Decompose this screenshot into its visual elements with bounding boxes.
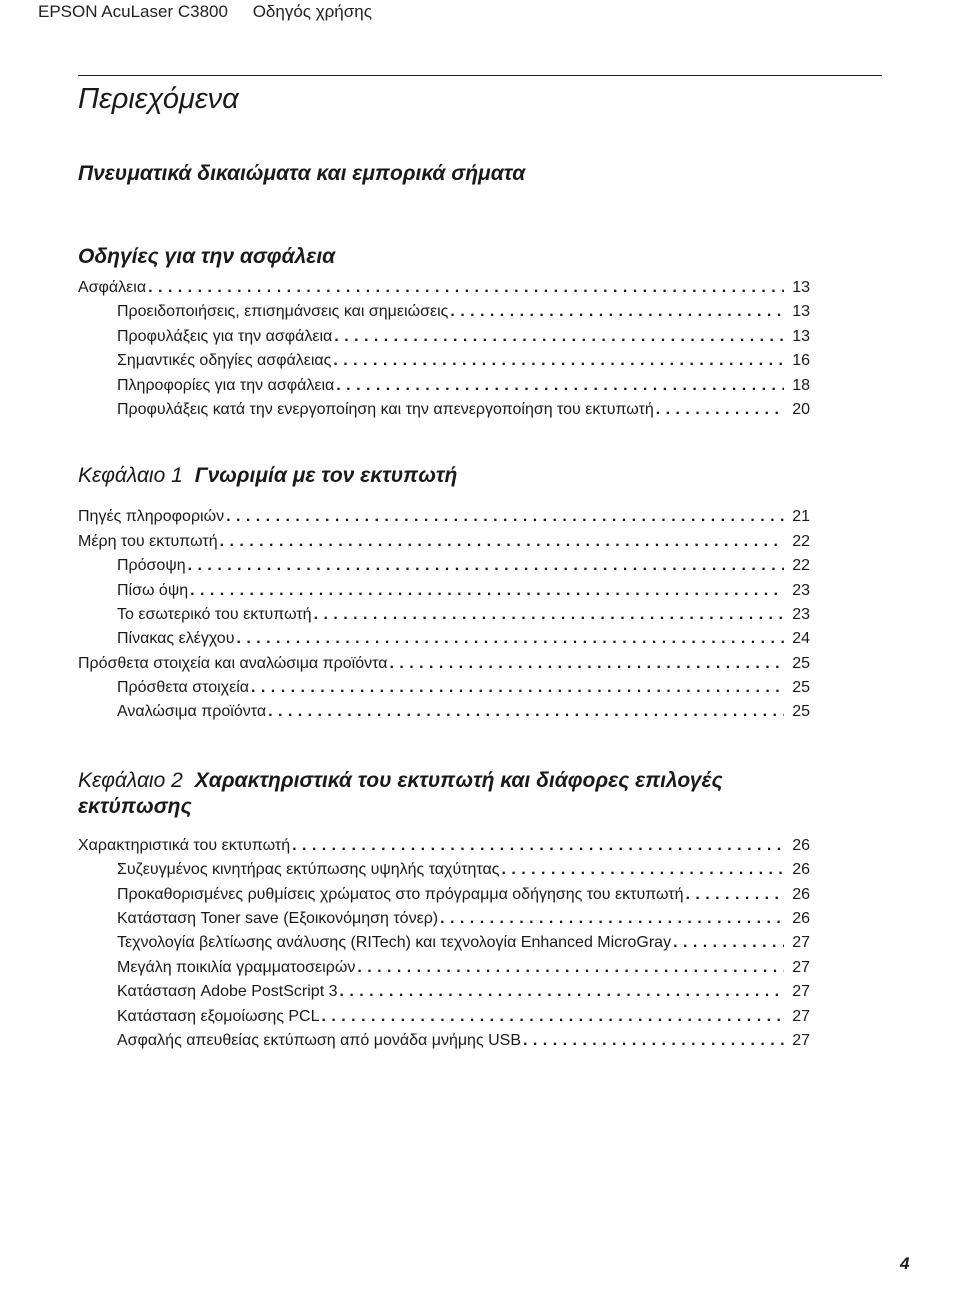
toc-entry[interactable] — [78, 505, 810, 529]
toc-page-number: 27 — [792, 1031, 810, 1049]
chapter-label: Κεφάλαιο 1 — [78, 464, 183, 488]
product-name: EPSON AcuLaser C3800 — [38, 2, 228, 21]
toc-entry[interactable] — [78, 1005, 810, 1029]
toc-entry[interactable] — [78, 931, 810, 955]
toc-dot-leader — [188, 554, 784, 578]
toc-section-safety — [78, 244, 810, 422]
toc-page-number: 13 — [792, 279, 810, 296]
toc-entry-title: Τεχνολογία βελτίωσης ανάλυσης (RITech) και τεχνολογία Enhanced MicroGray — [117, 934, 672, 952]
page-number: 4 — [900, 1254, 910, 1273]
toc-section-chapter-2 — [78, 768, 810, 1054]
toc-dot-leader — [292, 834, 784, 858]
toc-page-number: 26 — [792, 836, 810, 854]
toc-entry-title: Ασφάλεια — [78, 279, 147, 296]
chapter-title: Χαρακτηριστικά του εκτυπωτή και διάφορες επιλογές εκτύπωσης — [78, 768, 723, 818]
toc-section-trademarks — [78, 161, 810, 187]
toc-entry-title: Κατάσταση Toner save (Εξοικονόμηση τόνερ) — [117, 910, 439, 928]
toc-entry[interactable] — [78, 374, 810, 398]
toc-content — [78, 78, 810, 1053]
toc-entry[interactable] — [78, 980, 810, 1004]
toc-entry[interactable] — [78, 276, 810, 300]
toc-entry-title: Πρόσθετα στοιχεία — [117, 679, 250, 697]
toc-entry[interactable] — [78, 700, 810, 724]
toc-page-number: 26 — [792, 861, 810, 879]
toc-entry[interactable] — [78, 325, 810, 349]
toc-dot-leader — [220, 530, 784, 554]
toc-page-number: 22 — [792, 532, 810, 550]
toc-entry-title: Πίσω όψη — [117, 581, 189, 599]
toc-entry-title: Μέρη του εκτυπωτή — [78, 532, 218, 550]
toc-entry-title: Πρόσοψη — [117, 557, 186, 575]
toc-page-number: 22 — [792, 557, 810, 575]
toc-entry[interactable] — [78, 627, 810, 651]
top-rule — [78, 75, 882, 76]
toc-list — [78, 834, 810, 1054]
toc-dot-leader — [226, 505, 784, 529]
toc-page-number: 25 — [792, 703, 810, 721]
toc-entry[interactable] — [78, 530, 810, 554]
chapter-heading — [78, 463, 810, 489]
toc-page-number: 13 — [792, 303, 810, 321]
toc-entry-title: Προκαθορισμένες ρυθμίσεις χρώματος στο πρόγραμμα οδήγησης του εκτυπωτή — [117, 885, 684, 903]
toc-entry-title: Πίνακας ελέγχου — [117, 630, 235, 648]
toc-entry-title: Προειδοποιήσεις, επισημάνσεις και σημειώσεις — [117, 303, 449, 321]
toc-entry[interactable] — [78, 676, 810, 700]
toc-entry-title: Συζευγμένος κινητήρας εκτύπωσης υψηλής ταχύτητας — [117, 861, 500, 879]
toc-dot-leader — [673, 931, 784, 955]
toc-entry[interactable] — [78, 603, 810, 627]
toc-dot-leader — [336, 374, 784, 398]
toc-entry[interactable] — [78, 349, 810, 373]
running-header — [38, 2, 372, 22]
toc-dot-leader — [148, 276, 784, 300]
toc-entry-title: Κατάσταση εξομοίωσης PCL — [117, 1007, 320, 1025]
toc-dot-leader — [685, 883, 784, 907]
toc-page-number: 20 — [792, 400, 810, 418]
toc-entry-title: Σημαντικές οδηγίες ασφάλειας — [117, 352, 332, 370]
toc-entry[interactable] — [78, 883, 810, 907]
toc-entry-title: Μεγάλη ποικιλία γραμματοσειρών — [117, 958, 356, 976]
toc-page-number: 18 — [792, 376, 810, 394]
toc-entry[interactable] — [78, 1029, 810, 1053]
toc-dot-leader — [501, 858, 784, 882]
toc-page-number: 16 — [792, 352, 810, 370]
toc-dot-leader — [334, 325, 784, 349]
toc-entry[interactable] — [78, 652, 810, 676]
toc-entry[interactable] — [78, 834, 810, 858]
toc-entry-title: Πηγές πληροφοριών — [78, 508, 225, 526]
toc-section-chapter-1 — [78, 463, 810, 725]
chapter-title: Γνωριμία με τον εκτυπωτή — [194, 464, 458, 488]
toc-page-number: 25 — [792, 679, 810, 697]
toc-dot-leader — [190, 579, 784, 603]
chapter-heading — [78, 768, 810, 820]
toc-dot-leader — [656, 398, 784, 422]
toc-dot-leader — [389, 652, 784, 676]
toc-entry[interactable] — [78, 579, 810, 603]
toc-dot-leader — [523, 1029, 784, 1053]
section-heading: Οδηγίες για την ασφάλεια — [78, 245, 336, 268]
toc-entry-title: Ασφαλής απευθείας εκτύπωση από μονάδα μνήμης USB — [117, 1031, 522, 1049]
toc-entry[interactable] — [78, 858, 810, 882]
toc-page-number: 13 — [792, 327, 810, 345]
toc-dot-leader — [333, 349, 784, 373]
toc-page-number: 21 — [792, 508, 810, 526]
chapter-label: Κεφάλαιο 2 — [78, 768, 183, 792]
toc-entry-title: Προφυλάξεις για την ασφάλεια — [117, 327, 333, 345]
toc-page-number: 24 — [792, 630, 810, 648]
toc-entry-title: Το εσωτερικό του εκτυπωτή — [117, 605, 312, 623]
toc-entry[interactable] — [78, 907, 810, 931]
toc-page-number: 27 — [792, 958, 810, 976]
toc-page-number: 26 — [792, 885, 810, 903]
toc-entry-title: Κατάσταση Adobe PostScript 3 — [117, 983, 338, 1001]
toc-page-number: 27 — [792, 983, 810, 1001]
toc-dot-leader — [357, 956, 784, 980]
toc-dot-leader — [339, 980, 784, 1004]
toc-dot-leader — [314, 603, 784, 627]
toc-entry-title: Χαρακτηριστικά του εκτυπωτή — [78, 836, 291, 854]
toc-dot-leader — [268, 700, 784, 724]
toc-page-number: 26 — [792, 910, 810, 928]
toc-dot-leader — [322, 1005, 785, 1029]
toc-entry[interactable] — [78, 300, 810, 324]
toc-list — [78, 276, 810, 422]
toc-page-number: 25 — [792, 654, 810, 672]
toc-page-number: 23 — [792, 581, 810, 599]
toc-dot-leader — [440, 907, 784, 931]
toc-page-number: 27 — [792, 934, 810, 952]
toc-entry-title: Προφυλάξεις κατά την ενεργοποίηση και την απενεργοποίηση του εκτυπωτή — [117, 400, 654, 418]
toc-dot-leader — [251, 676, 784, 700]
toc-entry-title: Πρόσθετα στοιχεία και αναλώσιμα προϊόντα — [78, 654, 388, 672]
toc-entry-title: Πληροφορίες για την ασφάλεια — [117, 376, 335, 394]
page-title: Περιεχόμενα — [78, 83, 239, 115]
toc-dot-leader — [450, 300, 784, 324]
section-heading: Πνευματικά δικαιώματα και εμπορικά σήματα — [78, 162, 526, 185]
toc-page-number: 27 — [792, 1007, 810, 1025]
toc-entry[interactable] — [78, 398, 810, 422]
toc-list — [78, 505, 810, 725]
toc-entry-title: Αναλώσιμα προϊόντα — [117, 703, 267, 721]
toc-entry[interactable] — [78, 956, 810, 980]
guide-name: Οδηγός χρήσης — [252, 2, 372, 21]
toc-dot-leader — [236, 627, 784, 651]
toc-entry[interactable] — [78, 554, 810, 578]
toc-page-number: 23 — [792, 605, 810, 623]
